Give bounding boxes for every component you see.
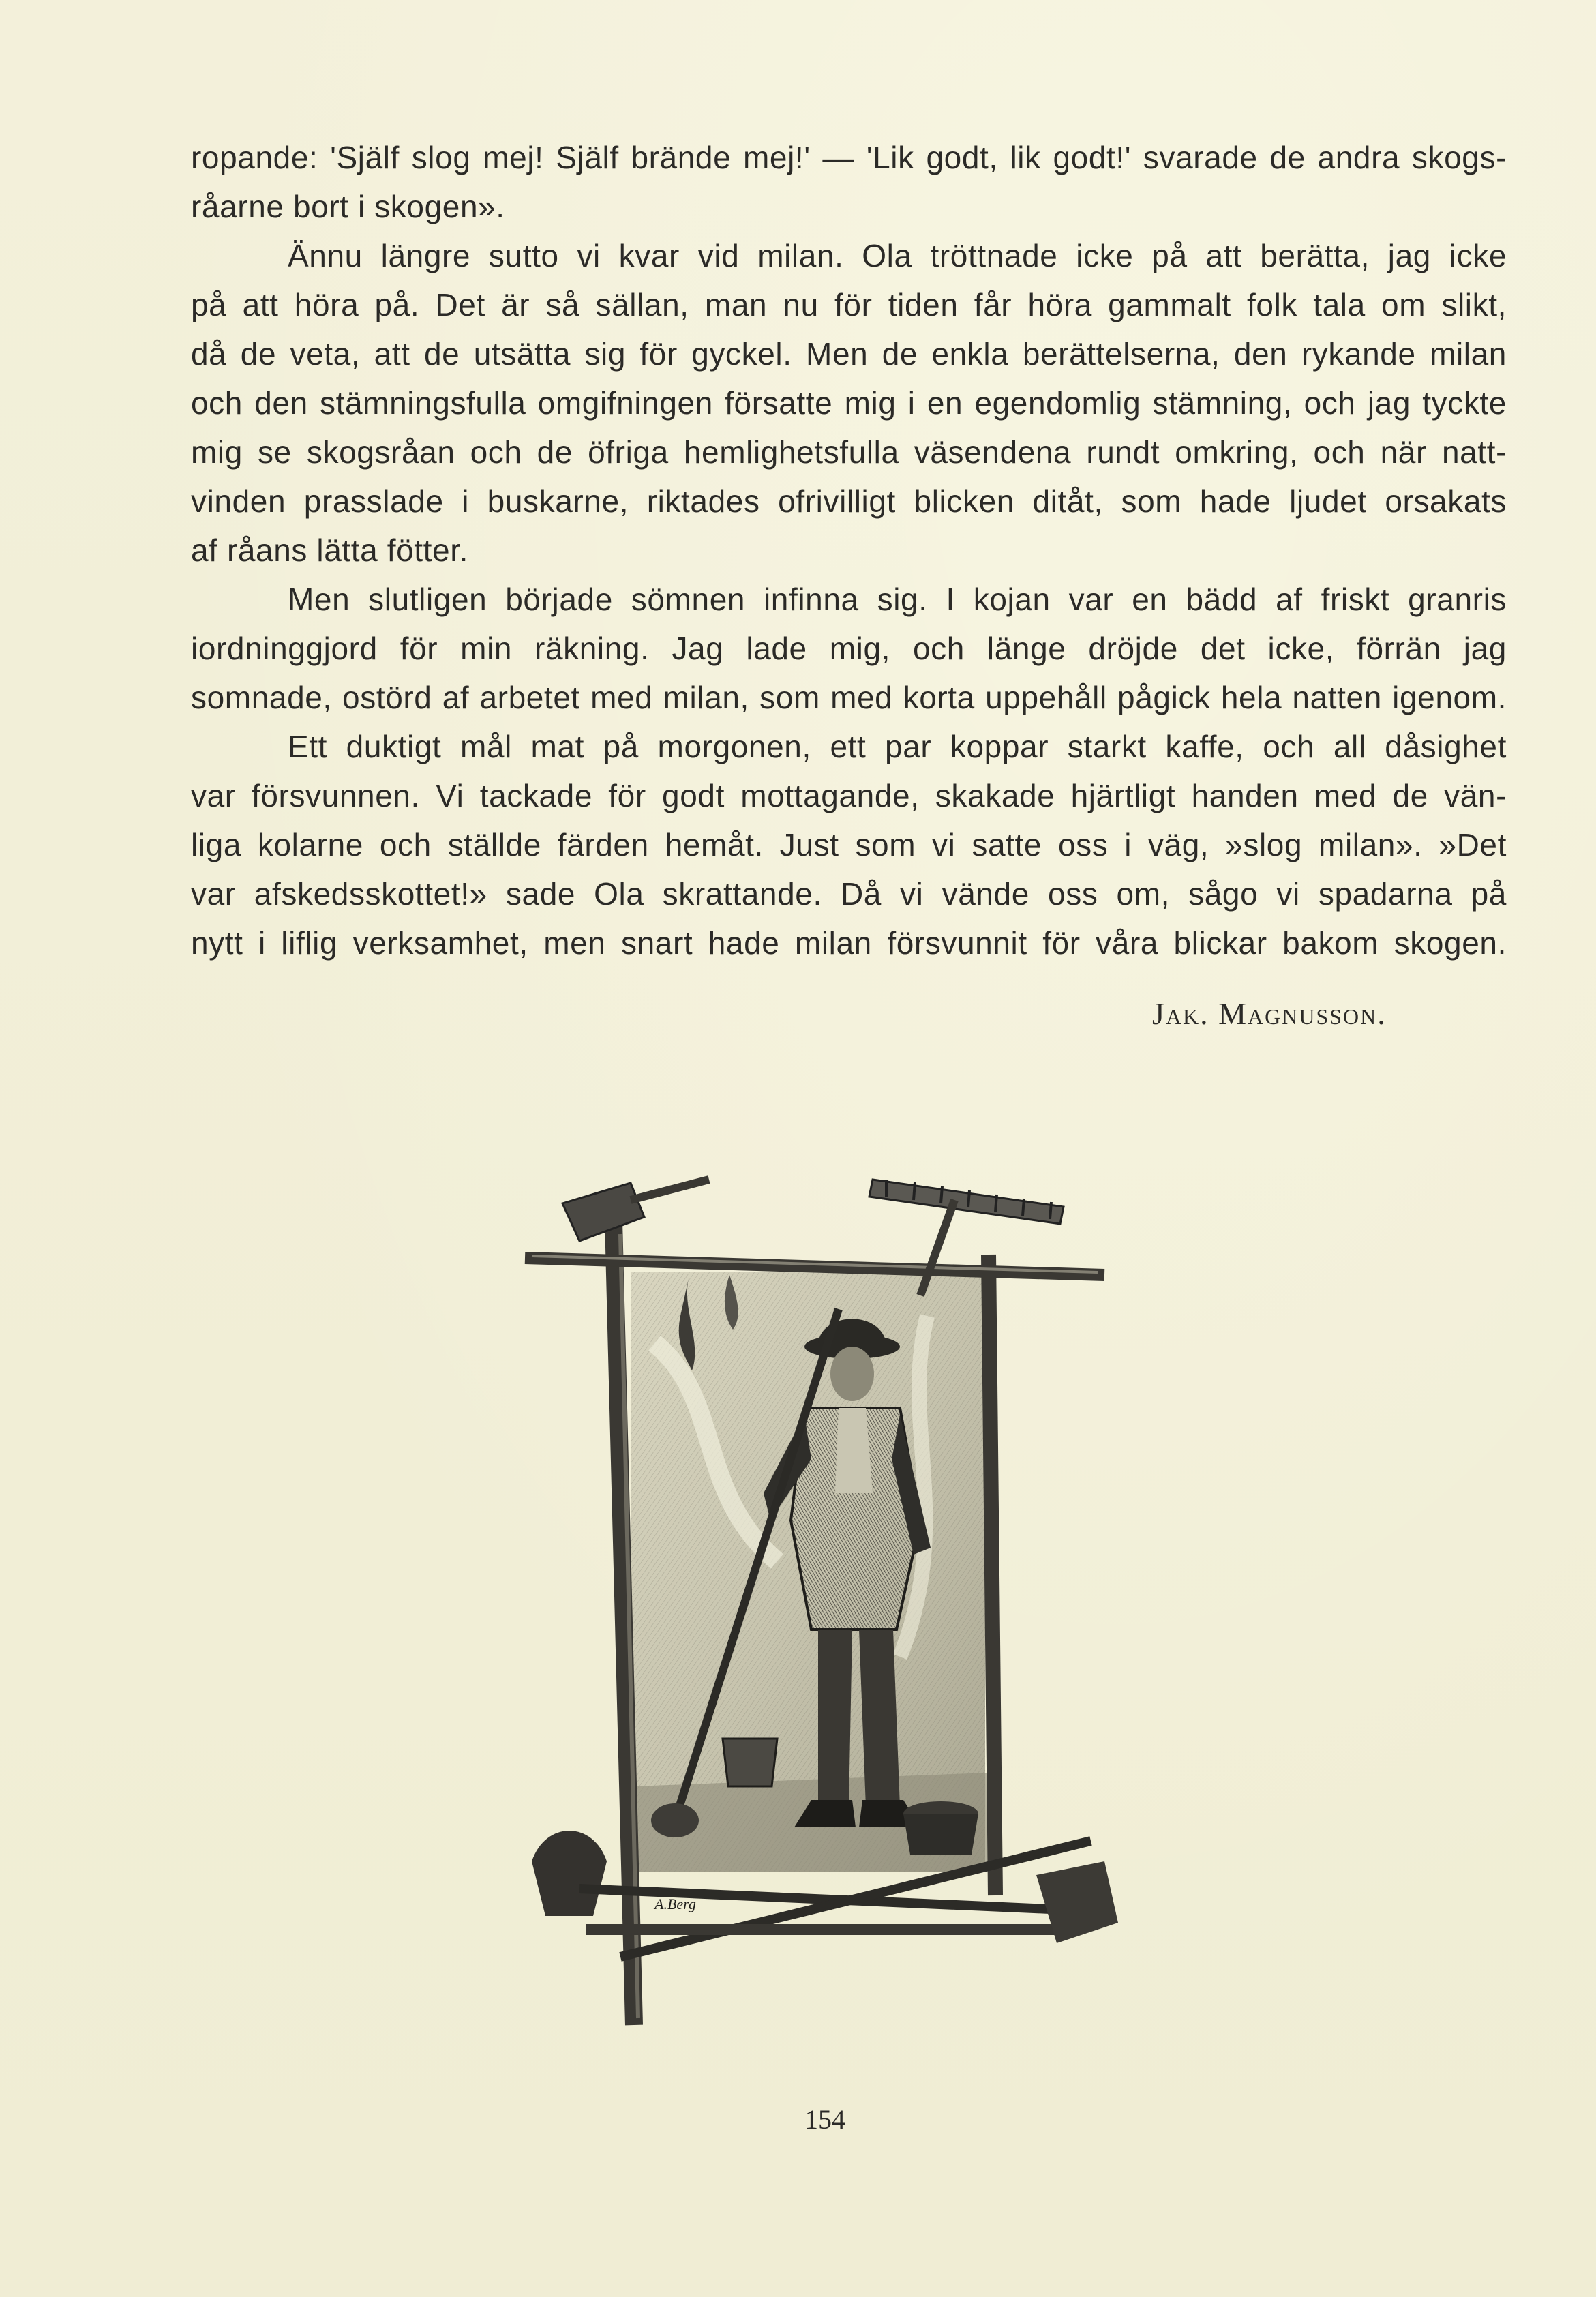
text-line: var försvunnen. Vi tackade för godt mottagande, skakade hjärtligt handen med de vän- bbox=[191, 778, 1507, 813]
text-line: vinden prasslade i buskarne, riktades ofrivilligt blicken ditåt, som hade ljudet orsakats bbox=[191, 483, 1507, 519]
text-line: liga kolarne och ställde färden hemåt. Just som vi satte oss i väg, »slog milan». »Det bbox=[191, 827, 1507, 862]
text-line: råarne bort i skogen». bbox=[191, 189, 505, 224]
left-leg bbox=[818, 1630, 852, 1807]
axe-icon bbox=[562, 1183, 644, 1241]
head bbox=[830, 1347, 874, 1401]
author-signature: Jak. Magnusson. bbox=[1152, 996, 1387, 1031]
axe-handle bbox=[631, 1180, 709, 1200]
text-line: på att höra på. Det är så sällan, man nu för tiden får höra gammalt folk tala om slikt, bbox=[191, 287, 1507, 322]
text-line: Men slutligen började sömnen infinna sig. I kojan var en bädd af friskt granris bbox=[288, 582, 1507, 617]
text-line: af råans lätta fötter. bbox=[191, 532, 468, 568]
page-number: 154 bbox=[804, 2104, 845, 2135]
text-line: nytt i liflig verksamhet, men snart hade milan försvunnit för våra blickar bakom skogen. bbox=[191, 925, 1507, 961]
paragraph-2 bbox=[191, 231, 1507, 575]
spade-left bbox=[532, 1831, 607, 1916]
text-line: Ett duktigt mål mat på morgonen, ett par koppar starkt kaffe, och all dåsighet bbox=[288, 729, 1507, 764]
body-text bbox=[191, 133, 1507, 967]
paragraph-4 bbox=[191, 722, 1507, 967]
artist-signature: A.Berg bbox=[654, 1895, 696, 1912]
pot bbox=[903, 1814, 978, 1855]
charcoal-burner-illustration bbox=[518, 1139, 1159, 2045]
text-line: ropande: 'Själf slog mej! Själf brände mej!' — 'Lik godt, lik godt!' svarade de andra skogs- bbox=[191, 140, 1507, 175]
text-line: då de veta, att de utsätta sig för gyckel. Men de enkla berättelserna, den rykande milan bbox=[191, 336, 1507, 372]
bucket bbox=[723, 1739, 777, 1786]
paragraph-1 bbox=[191, 133, 1507, 231]
text-line: iordninggjord för min räkning. Jag lade mig, och länge dröjde det icke, förrän jag bbox=[191, 631, 1507, 666]
frame-post-right bbox=[989, 1255, 995, 1895]
paragraph-3 bbox=[191, 575, 1507, 722]
text-line: somnade, ostörd af arbetet med milan, som med korta uppehåll pågick hela natten igenom. bbox=[191, 680, 1507, 715]
rake-head bbox=[869, 1180, 1064, 1224]
kettle bbox=[651, 1803, 699, 1837]
text-line: var afskedsskottet!» sade Ola skrattande. Då vi vände oss om, sågo vi spadarna på bbox=[191, 876, 1507, 912]
text-line: och den stämningsfulla omgifningen försatte mig i en egendomlig stämning, och jag tyckte bbox=[191, 385, 1507, 421]
right-leg bbox=[859, 1630, 900, 1807]
text-line: Ännu längre sutto vi kvar vid milan. Ola tröttnade icke på att berätta, jag icke bbox=[288, 238, 1507, 273]
text-line: mig se skogsråan och de öfriga hemlighetsfulla väsendena rundt omkring, och när natt- bbox=[191, 434, 1507, 470]
